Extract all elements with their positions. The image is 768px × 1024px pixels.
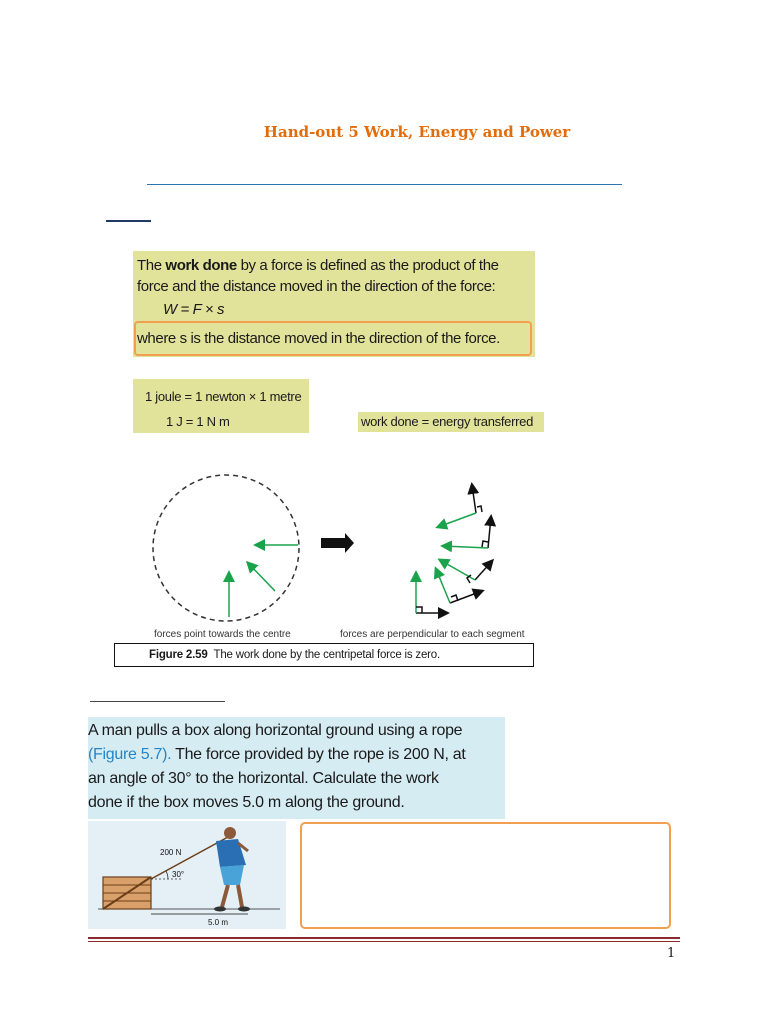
footer-rule-top xyxy=(88,937,680,939)
work-formula: W = F × s xyxy=(163,301,225,318)
right-figure-caption: forces are perpendicular to each segment xyxy=(340,629,525,640)
section-marker xyxy=(106,220,151,222)
energy-equation: work done = energy transferred xyxy=(361,414,534,429)
big-arrow-icon xyxy=(321,533,354,553)
distance-label: 5.0 m xyxy=(208,918,229,927)
def-prefix: The xyxy=(137,257,166,274)
figure-reference-link[interactable]: (Figure 5.7). xyxy=(88,746,172,763)
problem-line-4: done if the box moves 5.0 m along the ground. xyxy=(88,794,405,811)
answer-box[interactable] xyxy=(300,822,671,929)
angle-label: 30° xyxy=(172,870,185,879)
def-suffix: by a force is defined as the product of the xyxy=(236,257,499,274)
page-title: Hand-out 5 Work, Energy and Power xyxy=(263,123,571,141)
definition-box xyxy=(133,251,535,357)
problem-line-3: an angle of 30° to the horizontal. Calculate the work xyxy=(88,770,439,787)
force-label: 200 N xyxy=(160,848,182,857)
title-underline xyxy=(147,184,622,185)
man-figure xyxy=(214,827,250,912)
force-arrow-2 xyxy=(248,563,275,591)
example-separator xyxy=(90,701,225,702)
centripetal-figure xyxy=(140,465,550,640)
example-problem xyxy=(88,717,505,819)
figure-caption xyxy=(114,643,534,667)
dashed-circle xyxy=(153,475,299,621)
man-pulling-box-illustration xyxy=(88,821,286,929)
definition-line-1 xyxy=(137,256,499,275)
problem-line-1: A man pulls a box along horizontal ground using a rope xyxy=(88,722,463,739)
def-bold-term: work done xyxy=(165,257,237,274)
problem-line-2 xyxy=(88,743,466,767)
problem-line-2-rest: The force provided by the rope is 200 N, at xyxy=(171,746,466,763)
figure-label: Figure 2.59 xyxy=(149,649,208,661)
wooden-crate xyxy=(103,877,151,909)
definition-line-2: force and the distance moved in the direction of the force: xyxy=(137,278,496,295)
energy-box xyxy=(358,412,544,432)
figure-caption-text: The work done by the centripetal force is zero. xyxy=(213,649,440,661)
joule-short: 1 J = 1 N m xyxy=(166,414,230,429)
joule-box xyxy=(133,379,309,433)
where-text: where s is the distance moved in the direction of the force. xyxy=(137,330,500,347)
page-number: 1 xyxy=(667,946,676,961)
segment-arrows xyxy=(416,485,492,613)
footer-rule-bottom xyxy=(88,941,680,942)
left-figure-caption: forces point towards the centre xyxy=(154,629,291,640)
joule-definition: 1 joule = 1 newton × 1 metre xyxy=(145,389,302,404)
